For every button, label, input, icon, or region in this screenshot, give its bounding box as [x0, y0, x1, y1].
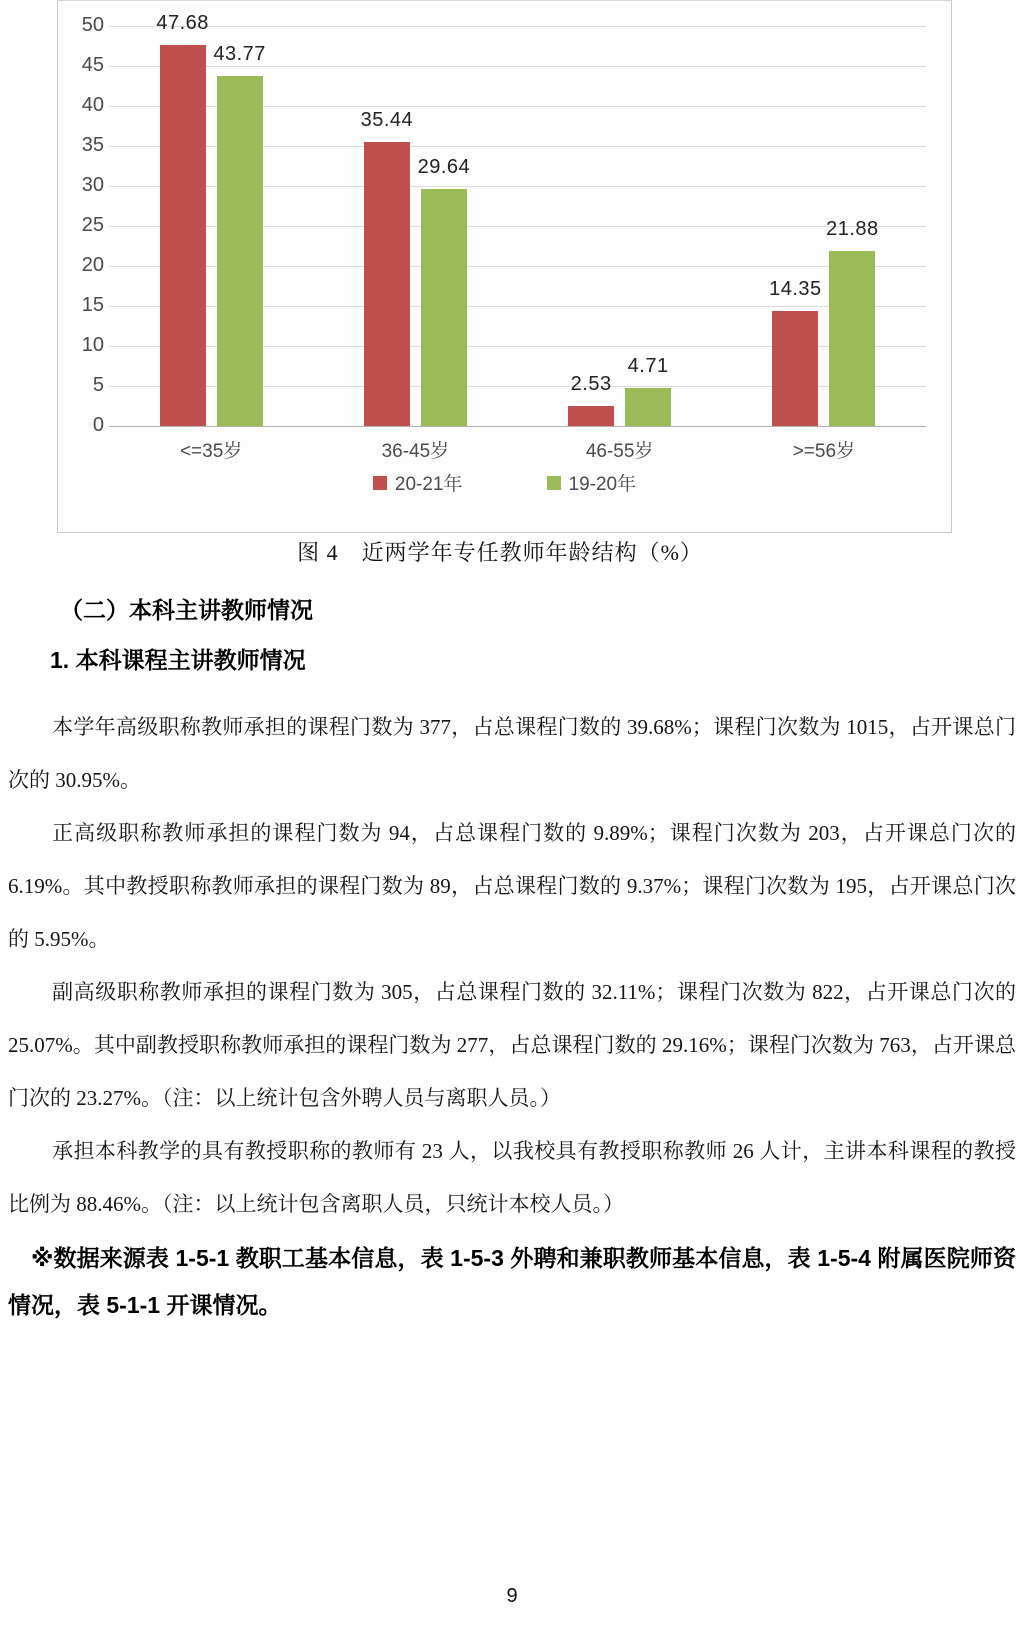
x-tick-label: 46-55岁: [585, 441, 654, 462]
x-tick-label: <=35岁: [179, 441, 243, 462]
sub-heading: 1. 本科课程主讲教师情况: [50, 647, 306, 673]
body-paragraph: 副高级职称教师承担的课程门数为 305，占总课程门数的 32.11%；课程门次数为 822，占开课总门次的 25.07%。其中副教授职称教师承担的课程门数为 277，占总课程门数的 29.16%；课程门次数为 763，占开课总门次的 23.27%。（注：以上统计包含外聘人员与离职人员。）: [8, 980, 1016, 1110]
y-tick-label: 45: [81, 54, 104, 76]
chart-legend: [58, 469, 951, 496]
x-tick-label: 36-45岁: [381, 441, 450, 462]
legend-swatch-icon: [373, 476, 387, 490]
figure-caption: 图 4 近两学年专任教师年龄结构（%）: [297, 540, 703, 565]
body-paragraph: 承担本科教学的具有教授职称的教师有 23 人，以我校具有教授职称教师 26 人计，主讲本科课程的教授比例为 88.46%。（注：以上统计包含离职人员，只统计本校人员。）: [8, 1139, 1016, 1216]
paragraph-block: [8, 701, 1016, 1231]
bar-value-label: 35.44: [360, 109, 414, 132]
bar-20-21年: [568, 406, 614, 426]
bar-value-label: 14.35: [769, 278, 822, 301]
bar-value-label: 29.64: [417, 155, 471, 178]
y-tick-label: 15: [81, 294, 104, 316]
bar-value-label: 4.71: [627, 355, 669, 378]
page-number: 9: [506, 1585, 518, 1607]
x-tick-label: >=56岁: [792, 441, 856, 462]
bar-20-21年: [772, 311, 818, 426]
body-paragraph: 本学年高级职称教师承担的课程门数为 377，占总课程门数的 39.68%；课程门次数为 1015，占开课总门次的 30.95%。: [8, 715, 1016, 792]
bar-19-20年: [217, 76, 263, 426]
bar-value-label: 2.53: [570, 372, 612, 395]
legend-item-20-21年: [373, 469, 463, 496]
legend-swatch-icon: [547, 476, 561, 490]
y-tick-label: 0: [92, 414, 104, 436]
legend-item-19-20年: [547, 469, 637, 496]
bar-20-21年: [364, 142, 410, 426]
bar-19-20年: [829, 251, 875, 426]
legend-label: 20-21年: [394, 474, 463, 495]
gridline: [109, 26, 926, 27]
data-source-note: ※数据来源表 1-5-1 教职工基本信息，表 1-5-3 外聘和兼职教师基本信息，表 1-5-4 附属医院师资情况，表 5-1-1 开课情况。: [8, 1245, 1016, 1318]
legend-label: 19-20年: [568, 474, 637, 495]
y-tick-label: 30: [81, 174, 104, 196]
y-tick-label: 10: [81, 334, 104, 356]
section-heading: （二）本科主讲教师情况: [60, 598, 313, 623]
y-tick-label: 25: [81, 214, 104, 236]
y-tick-label: 35: [81, 134, 104, 156]
bar-20-21年: [160, 45, 206, 426]
bar-value-label: 21.88: [826, 217, 879, 240]
body-content: [8, 592, 1016, 1329]
age-structure-bar-chart: [57, 0, 952, 533]
body-paragraph: 正高级职称教师承担的课程门数为 94，占总课程门数的 9.89%；课程门次数为 203，占开课总门次的 6.19%。其中教授职称教师承担的课程门数为 89，占总课程门数的 9.37%；课程门次数为 195，占开课总门次的 5.95%。: [8, 821, 1016, 951]
y-tick-label: 40: [81, 94, 104, 116]
bar-19-20年: [625, 388, 671, 426]
x-axis-line: [109, 426, 926, 427]
y-tick-label: 20: [81, 254, 104, 276]
y-tick-label: 50: [81, 14, 104, 36]
bar-value-label: 43.77: [213, 42, 266, 65]
bar-19-20年: [421, 189, 467, 426]
gridline: [109, 66, 926, 67]
bar-value-label: 47.68: [156, 11, 209, 34]
y-tick-label: 5: [92, 374, 104, 396]
